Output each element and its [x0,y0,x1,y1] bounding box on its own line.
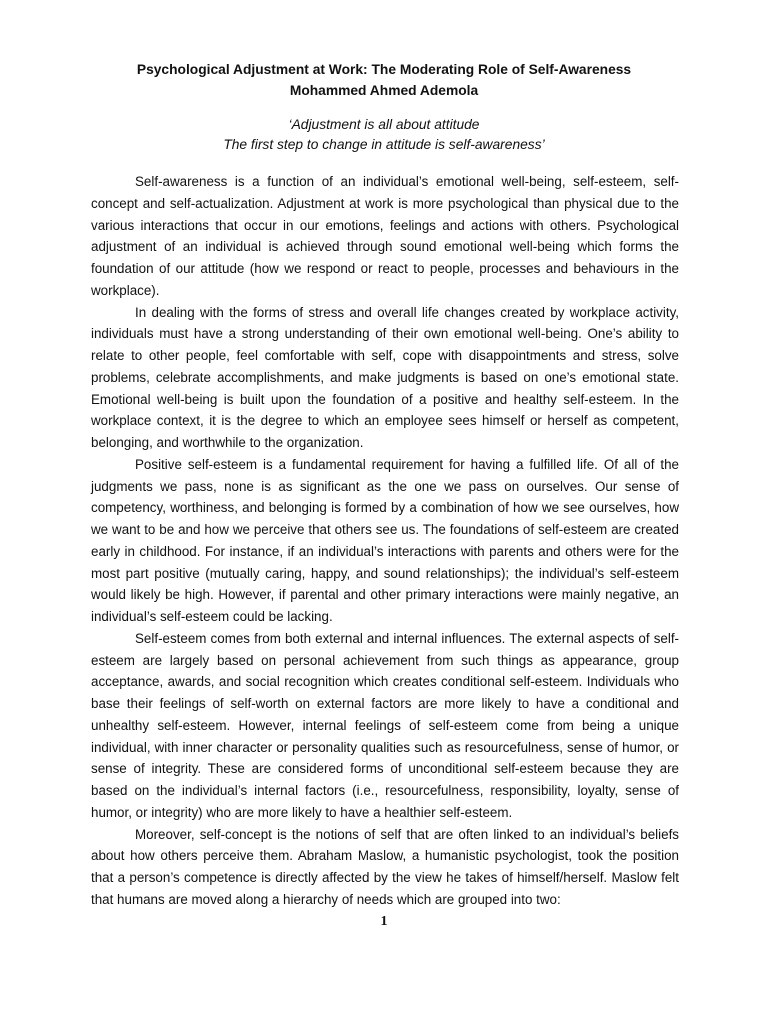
document-title: Psychological Adjustment at Work: The Moderating Role of Self-Awareness [136,62,632,77]
body-paragraph: Positive self-esteem is a fundamental requirement for having a fulfilled life. Of all of the judgments we pass, none is as significant as the one we pass on ourselves. Our sense of competency, worthiness, and belonging is formed by a combination of how we see ourselves, how we want to be and how we perceive that others see us. The foundations of self-esteem are created early in childhood. For instance, if an individual’s interactions with parents and others were for the most part positive (mutually caring, happy, and sound relationships); the individual’s self-esteem would likely be high. However, if parental and other primary interactions were mainly negative, an individual’s self-esteem could be lacking. [91,456,679,624]
document-author: Mohammed Ahmed Ademola [289,83,479,98]
epigraph-line: The first step to change in attitude is self-awareness’ [223,137,545,152]
body-paragraph: Self-esteem comes from both external and internal influences. The external aspects of self-esteem are largely based on personal achievement from such things as appearance, group acceptance, awards, and social recognition which creates conditional self-esteem. Individuals who base their feelings of self-worth on external factors are more likely to have a conditional and unhealthy self-esteem. However, internal feelings of self-esteem come from being a unique individual, with inner character or personality qualities such as resourcefulness, sense of humor, or sense of integrity. These are considered forms of unconditional self-esteem because they are based on the individual’s internal factors (i.e., resourcefulness, responsibility, loyalty, sense of humor, or integrity) who are more likely to have a healthier self-esteem. [91,630,679,820]
body-paragraph: Self-awareness is a function of an individual’s emotional well-being, self-esteem, self-concept and self-actualization. Adjustment at work is more psychological than physical due to the various interactions that occur in our emotions, feelings and actions with others. Psychological adjustment of an individual is achieved through sound emotional well-being which forms the foundation of our attitude (how we respond or react to people, processes and behaviours in the workplace). [91,174,679,298]
document-header [0,59,768,101]
document-body [91,171,679,911]
epigraph [0,115,768,155]
body-paragraph: Moreover, self-concept is the notions of self that are often linked to an individual’s beliefs about how others perceive them. Abraham Maslow, a humanistic psychologist, took the position that a person’s competence is directly affected by the view he takes of himself/herself. Maslow felt that humans are moved along a hierarchy of needs which are grouped into two: [91,826,679,907]
body-paragraph: In dealing with the forms of stress and overall life changes created by workplace activity, individuals must have a strong understanding of their own emotional well-being. One’s ability to relate to other people, feel comfortable with self, cope with disappointments and stress, solve problems, celebrate accomplishments, and make judgments is based on one’s emotional state. Emotional well-being is built upon the foundation of a positive and healthy self-esteem. In the workplace context, it is the degree to which an employee sees himself or herself as competent, belonging, and worthwhile to the organization. [91,304,679,450]
page-number: 1 [380,914,388,929]
epigraph-line: ‘Adjustment is all about attitude [288,117,480,132]
